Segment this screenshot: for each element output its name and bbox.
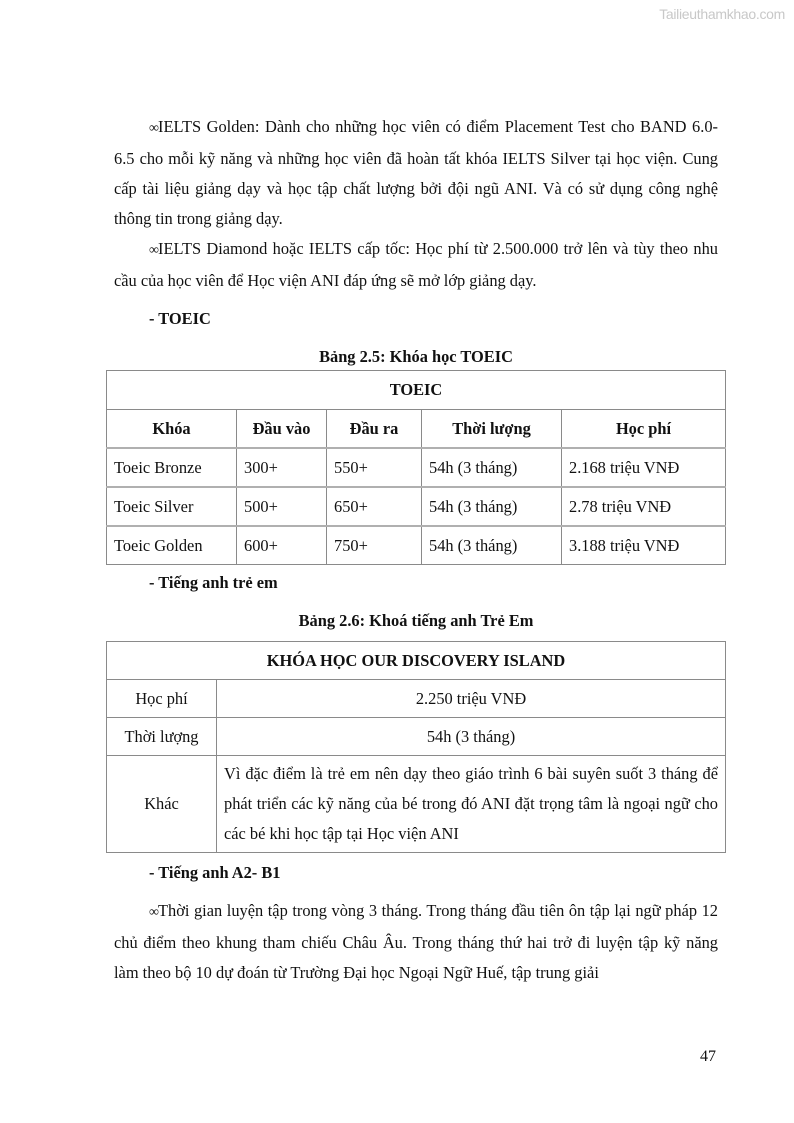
kids-table-title: KHÓA HỌC OUR DISCOVERY ISLAND [107,642,726,680]
col-header-fee: Học phí [562,410,726,449]
kids-table [106,641,726,853]
heading-kids: - Tiếng anh trẻ em [149,573,278,592]
table-row [107,718,726,756]
infinity-bullet-icon: ∞ [149,243,158,258]
table-row [107,487,726,526]
cell-input: 300+ [237,448,327,487]
table-row [107,526,726,565]
row-label-fee: Học phí [107,680,217,718]
cell-input: 600+ [237,526,327,565]
cell-fee: 2.78 triệu VNĐ [562,487,726,526]
heading-toeic: - TOEIC [149,309,211,328]
table-row [107,756,726,853]
paragraph-a2b1 [114,896,718,988]
cell-duration: 54h (3 tháng) [422,526,562,565]
cell-output: 550+ [327,448,422,487]
paragraph-ielts-diamond [114,234,718,296]
infinity-bullet-icon: ∞ [149,121,158,136]
col-header-duration: Thời lượng [422,410,562,449]
document-body [114,112,718,372]
row-label-other: Khác [107,756,217,853]
toeic-table [106,370,726,565]
paragraph-text: Thời gian luyện tập trong vòng 3 tháng. Trong tháng đầu tiên ôn tập lại ngữ pháp 12 chủ điểm theo khung tham chiếu Châu Âu. Trong tháng thứ hai trở đi luyện tập kỹ năng làm theo bộ 10 dự đoán từ Trường Đại học Ngoại Ngữ Huế, tập trung giải [114,901,718,982]
cell-duration: 54h (3 tháng) [422,448,562,487]
cell-output: 650+ [327,487,422,526]
caption-table-2-5: Bảng 2.5: Khóa học TOEIC [319,347,513,366]
col-header-input: Đầu vào [237,410,327,449]
cell-input: 500+ [237,487,327,526]
cell-output: 750+ [327,526,422,565]
cell-course: Toeic Silver [107,487,237,526]
paragraph-text: IELTS Golden: Dành cho những học viên có điểm Placement Test cho BAND 6.0-6.5 cho mỗi kỹ năng và những học viên đã hoàn tất khóa IELTS Silver tại học viện. Cung cấp tài liệu giảng dạy và học tập chất lượng bởi đội ngũ ANI. Và có sử dụng công nghệ thông tin trong giảng dạy. [114,117,718,228]
toeic-table-title: TOEIC [107,371,726,410]
page-number: 47 [700,1048,716,1065]
row-label-duration: Thời lượng [107,718,217,756]
watermark: Tailieuthamkhao.com [659,6,785,22]
infinity-bullet-icon: ∞ [149,905,158,920]
col-header-course: Khóa [107,410,237,449]
section-kids [114,568,718,636]
cell-course: Toeic Bronze [107,448,237,487]
cell-fee: 2.168 triệu VNĐ [562,448,726,487]
row-value-duration: 54h (3 tháng) [217,718,726,756]
caption-table-2-6: Bảng 2.6: Khoá tiếng anh Trẻ Em [298,611,534,630]
cell-course: Toeic Golden [107,526,237,565]
paragraph-ielts-golden [114,112,718,234]
col-header-output: Đầu ra [327,410,422,449]
table-row [107,448,726,487]
cell-duration: 54h (3 tháng) [422,487,562,526]
heading-a2b1: - Tiếng anh A2- B1 [149,863,281,882]
table-row [107,680,726,718]
paragraph-text: IELTS Diamond hoặc IELTS cấp tốc: Học phí từ 2.500.000 trở lên và tùy theo nhu cầu của học viên để Học viện ANI đáp ứng sẽ mở lớp giảng dạy. [114,239,718,290]
section-a2b1 [114,858,718,988]
row-value-other: Vì đặc điểm là trẻ em nên dạy theo giáo trình 6 bài suyên suốt 3 tháng để phát triển các kỹ năng của bé trong đó ANI đặt trọng tâm là ngoại ngữ cho các bé khi học tập tại Học viện ANI [217,756,726,853]
cell-fee: 3.188 triệu VNĐ [562,526,726,565]
row-value-fee: 2.250 triệu VNĐ [217,680,726,718]
